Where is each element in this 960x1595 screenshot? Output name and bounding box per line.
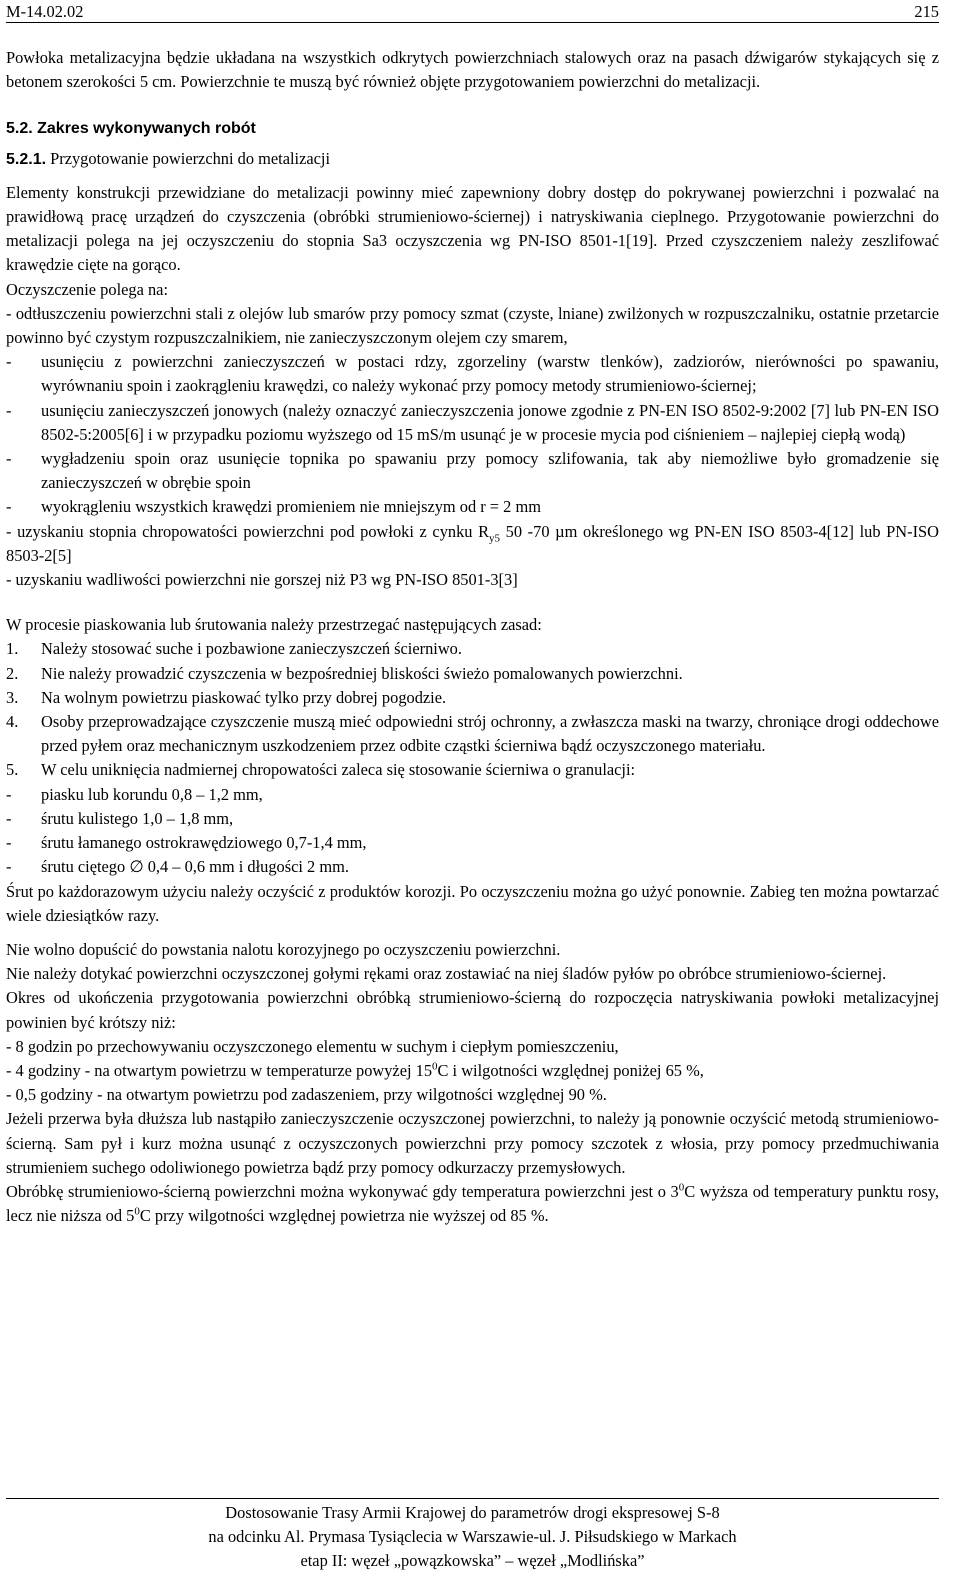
- cleaning-item-degreasing: - odtłuszczeniu powierzchni stali z olejów lub smarów przy pomocy szmat (czyste, lniane) zwilżonych w rozpuszczalniku, ostatnie przetarcie powinno być czystym rozpuszczalnikiem, nie zanieczyszczonym olejem czy smarem,: [6, 303, 939, 348]
- list-number: 4.: [6, 712, 19, 732]
- roughness-text-end: 50 -70 µm określonego wg PN-EN ISO 8503-4[12] lub PN-ISO 8503-2[5]: [6, 521, 940, 565]
- shot-reuse-paragraph: Śrut po każdorazowym użyciu należy oczyścić z produktów korozji. Po oczyszczeniu można go użyć ponownie. Zabieg ten można powtarzać wiele dziesiątków razy.: [6, 881, 939, 925]
- time-item-1: - 8 godzin po przechowywaniu oczyszczonego elementu w suchym i ciepłym pomieszczeniu,: [6, 1036, 619, 1056]
- list-marker: -: [6, 833, 12, 853]
- page-number: 215: [914, 2, 939, 21]
- list-marker: -: [6, 449, 12, 469]
- page-header: [6, 0, 939, 23]
- corrosion-paragraph: Nie wolno dopuścić do powstania nalotu korozyjnego po oczyszczeniu powierzchni.: [6, 939, 561, 959]
- list-item-text: Na wolnym powietrzu piaskować tylko przy dobrej pogodzie.: [41, 687, 447, 707]
- list-marker: -: [6, 400, 12, 420]
- list-item-text: wyokrągleniu wszystkich krawędzi promieniem nie mniejszym od r = 2 mm: [41, 497, 541, 517]
- list-item: [6, 662, 939, 686]
- time-item-3: - 0,5 godziny - na otwartym powietrzu pod zadaszeniem, przy wilgotności względnej 90 %.: [6, 1085, 607, 1105]
- list-item: [6, 686, 939, 710]
- subsection-title: Przygotowanie powierzchni do metalizacji: [46, 148, 331, 168]
- document-code: M-14.02.02: [6, 2, 84, 21]
- list-item-text: śrutu łamanego ostrokrawędziowego 0,7-1,4 mm,: [41, 833, 367, 853]
- footer-line-1: Dostosowanie Trasy Armii Krajowej do parametrów drogi ekspresowej S-8: [225, 1503, 720, 1522]
- recleaning-paragraph: Jeżeli przerwa była dłuższa lub nastąpiło zanieczyszczenie oczyszczonej powierzchni, to należy ją ponownie oczyścić metodą strumieniowo-ścierną. Sam pył i kurz można usunąć z oczyszczonych powierzchni przy pomocy szczotek z włosia, przy pomocy przedmuchiwania strumieniem suchego odoliwionego powietrza bądź przy pomocy odkurzaczy przemysłowych.: [6, 1109, 939, 1177]
- footer-line-3: etap II: węzeł „powązkowska” – węzeł „Modlińska”: [300, 1551, 645, 1570]
- cut-shot-text: śrutu ciętego: [41, 857, 130, 877]
- temperature-text-b: C wyższa od temperatury punktu rosy, lecz nie niższa od 5: [6, 1181, 939, 1226]
- list-item-text: śrutu kulistego 1,0 – 1,8 mm,: [41, 808, 234, 828]
- time-item-2-text: - 4 godziny - na otwartym powietrzu w temperaturze powyżej 15: [6, 1060, 433, 1080]
- blasting-lead: W procesie piaskowania lub śrutowania należy przestrzegać następujących zasad:: [6, 615, 542, 635]
- temperature-text-a: Obróbkę strumieniowo-ścierną powierzchni można wykonywać gdy temperatura powierzchni jest o 3: [6, 1181, 679, 1201]
- subsection-heading: [6, 147, 939, 172]
- blasting-rules-list: [6, 637, 939, 879]
- list-item: [6, 855, 939, 879]
- list-item-text: Osoby przeprowadzające czyszczenie muszą mieć odpowiedni strój ochronny, a zwłaszcza maski na twarzy, chroniące drogi oddechowe przed pyłem oraz mechanicznym uszkodzeniem przez odbite cząstki ściernіwa bądź oczyszczonego materiału.: [41, 712, 939, 756]
- time-item-2-text-end: C i wilgotności względnej poniżej 65 %,: [437, 1060, 704, 1080]
- section-heading: 5.2. Zakres wykonywanych robót: [6, 120, 256, 138]
- list-item: [6, 758, 939, 782]
- degree-superscript: 0: [134, 1205, 140, 1218]
- list-item-text: Nie należy prowadzić czyszczenia w bezpośredniej bliskości świeżo pomalowanych powierzchni.: [41, 663, 683, 683]
- list-item-text: wygładzeniu spoin oraz usunięcie topnika po spawaniu przy pomocy szlifowania, tak aby niemożliwe było gromadzenie się zanieczyszczeń w obrębie spoin: [41, 449, 939, 493]
- diameter-symbol: ∅: [129, 857, 144, 877]
- document-body: [6, 46, 939, 1228]
- page-footer: [6, 1498, 939, 1573]
- list-item-text: usunięciu zanieczyszczeń jonowych (należy oznaczyć zanieczyszczenia jonowe zgodnie z PN-EN ISO 8502-9:2002 [7] lub PN-EN ISO 8502-5:2005[6] i w przypadku poziomu wyższego od 15 mS/m usunąć je w procesie mycia pod ciśnieniem – najlepiej ciepłą wodą): [41, 400, 939, 444]
- subsection-number: 5.2.1.: [6, 150, 47, 168]
- list-item-text: W celu uniknięcia nadmiernej chropowatości zaleca się stosowanie ścierniwa o granulacji:: [41, 760, 636, 780]
- cut-shot-text-end: 0,4 – 0,6 mm i długości 2 mm.: [143, 857, 349, 877]
- cleaning-item-roughness: [6, 520, 939, 568]
- roughness-text: - uzyskaniu stopnia chropowatości powierzchni pod powłoki z cynku R: [6, 521, 490, 541]
- time-item-2: [6, 1059, 939, 1083]
- list-item-text: usunięciu z powierzchni zanieczyszczeń w postaci rdzy, zgorzeliny (warstw tlenków), zadziorów, nierówności po spawaniu, wyrównaniu spoin i zaokrągleniu krawędzi, co należy wykonać przy pomocy metody strumieniowo-ściernej;: [41, 352, 939, 396]
- list-marker: -: [6, 857, 12, 877]
- list-item: [6, 495, 939, 519]
- list-item: [6, 807, 939, 831]
- intro-paragraph: Powłoka metalizacyjna będzie układana na wszystkich odkrytych powierzchniach stalowych oraz na pasach dźwigarów stykających się z betonem szerokości 5 cm. Powierzchnie te muszą być również objęte przygotowaniem powierzchni do metalizacji.: [6, 48, 939, 92]
- time-window-paragraph: Okres od ukończenia przygotowania powierzchni obróbką strumieniowo-ścierną do rozpoczęcia natryskiwania powłoki metalizacyjnej powinien być krótszy niż:: [6, 988, 939, 1032]
- touch-paragraph: Nie należy dotykać powierzchni oczyszczonej gołymi rękami oraz zostawiać na niej śladów pyłów po obróbce strumieniowo-ściernej.: [6, 964, 887, 984]
- list-marker: -: [6, 352, 12, 372]
- list-item: [6, 350, 939, 398]
- list-marker: -: [6, 808, 12, 828]
- preparation-paragraph: Elementy konstrukcji przewidziane do metalizacji powinny mieć zapewniony dobry dostęp do pokrywanej powierzchni i pozwalać na prawidłową pracę urządzeń do czyszczenia (obróbki strumieniowo-ściernej) i natryskiwania cieplnego. Przygotowanie powierzchni do metalizacji polega na jej oczyszczeniu do stopnia Sa3 oczyszczenia wg PN-ISO 8501-1[19]. Przed czyszczeniem należy zeszlifować krawędzie cięte na gorąco.: [6, 182, 939, 275]
- cleaning-lead: Oczyszczenie polega na:: [6, 279, 168, 299]
- list-item: [6, 783, 939, 807]
- degree-superscript: 0: [432, 1060, 438, 1073]
- roughness-subscript: y5: [489, 531, 501, 544]
- list-marker: -: [6, 497, 12, 517]
- cleaning-item-quality: - uzyskaniu wadliwości powierzchni nie gorszej niż P3 wg PN-ISO 8501-3[3]: [6, 570, 518, 590]
- list-marker: -: [6, 784, 12, 804]
- list-number: 5.: [6, 760, 19, 780]
- list-item: [6, 831, 939, 855]
- temperature-paragraph: [6, 1180, 939, 1228]
- cleaning-dash-list: [6, 350, 939, 519]
- temperature-text-c: C przy wilgotności względnej powietrza nie wyższej od 85 %.: [139, 1206, 549, 1226]
- footer-line-2: na odcinku Al. Prymasa Tysiąclecia w Warszawie-ul. J. Piłsudskiego w Markach: [208, 1527, 737, 1546]
- list-item-text: Należy stosować suche i pozbawione zanieczyszczeń ścierniwo.: [41, 639, 462, 659]
- list-item: [6, 710, 939, 758]
- list-item-text: piasku lub korundu 0,8 – 1,2 mm,: [41, 784, 263, 804]
- list-item: [6, 447, 939, 495]
- list-number: 3.: [6, 687, 19, 707]
- degree-superscript: 0: [678, 1181, 685, 1194]
- list-number: 2.: [6, 663, 19, 683]
- list-item: [6, 637, 939, 661]
- list-item: [6, 399, 939, 447]
- list-item-text: [41, 855, 939, 879]
- list-number: 1.: [6, 639, 19, 659]
